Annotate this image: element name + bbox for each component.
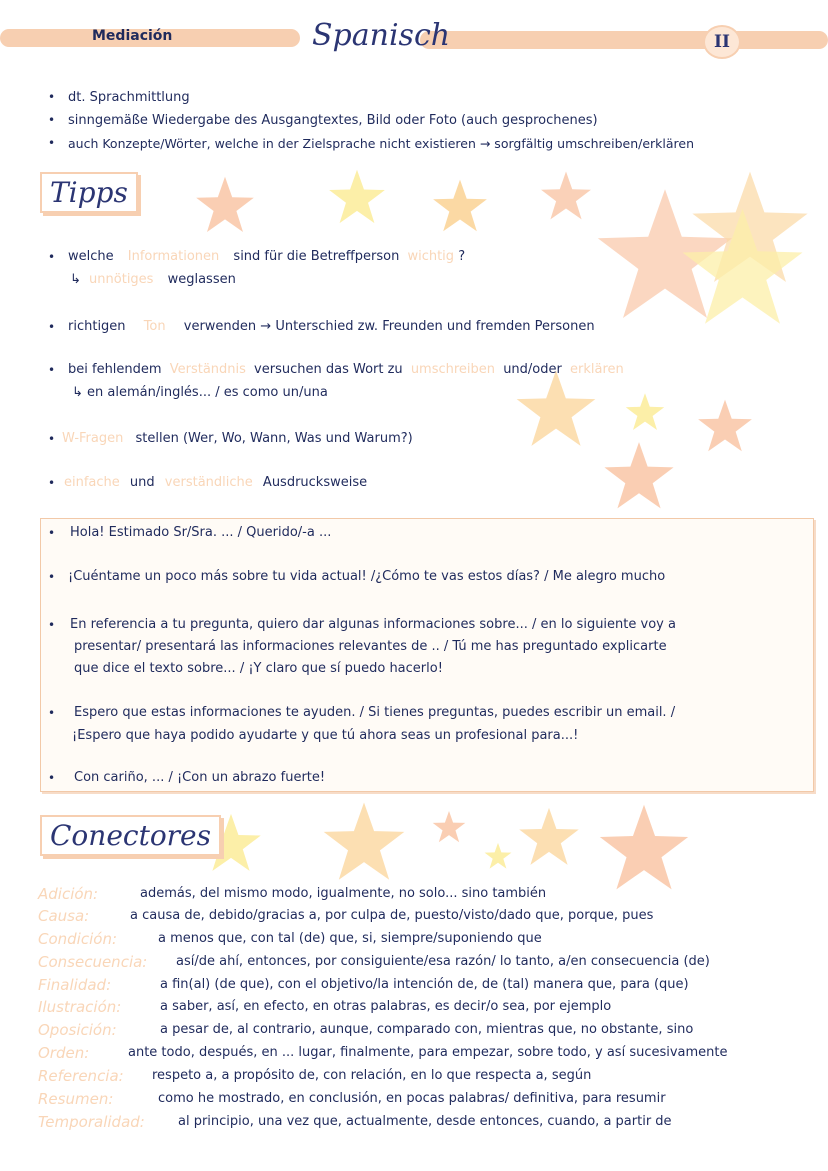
- phrase-reference: presentar/ presentará las informaciones relevantes de .. / Tú me has preguntado explicarte: [74, 639, 667, 654]
- tip-relevant-info-sub: ↳ unnötiges weglassen: [70, 272, 236, 287]
- star-icon: [515, 368, 597, 450]
- intro-item: sinngemäße Wiedergabe des Ausgangtextes, Bild oder Foto (auch gesprochenes): [68, 113, 598, 128]
- phrase-reference: En referencia a tu pregunta, quiero dar algunas informaciones sobre... / en lo siguiente voy a: [70, 617, 676, 632]
- connector-list: al principio, una vez que, actualmente, desde entonces, cuando, a partir de: [178, 1114, 672, 1129]
- connector-list: a causa de, debido/gracias a, por culpa de, puesto/visto/dado que, porque, pues: [130, 908, 654, 923]
- bullet-dot: •: [48, 570, 56, 584]
- star-icon: [195, 175, 255, 235]
- star-icon: [598, 802, 690, 894]
- star-icon: [432, 178, 488, 234]
- connector-list: así/de ahí, entonces, por consiguiente/esa razón/ lo tanto, a/en consecuencia (de): [176, 954, 710, 969]
- star-icon: [697, 398, 753, 454]
- bullet-dot: •: [48, 526, 56, 540]
- star-icon: [603, 440, 675, 512]
- star-icon: [328, 168, 386, 226]
- connector-label: Causa:: [38, 907, 90, 925]
- star-icon: [432, 810, 466, 844]
- intro-item: auch Konzepte/Wörter, welche in der Zielsprache nicht existieren → sorgfältig umschreiben/erklären: [68, 136, 695, 151]
- connector-label: Consecuencia:: [38, 953, 148, 971]
- connector-list: como he mostrado, en conclusión, en pocas palabras/ definitiva, para resumir: [158, 1091, 666, 1106]
- bullet-dot: •: [48, 706, 56, 720]
- connector-label: Condición:: [38, 930, 117, 948]
- connector-label: Resumen:: [38, 1090, 114, 1108]
- bullet-dot: •: [48, 113, 56, 127]
- tip-simple-expression: einfache und verständliche Ausdrucksweise: [64, 475, 368, 490]
- star-icon: [540, 170, 592, 222]
- phrase-farewell: Con cariño, ... / ¡Con un abrazo fuerte!: [74, 770, 326, 785]
- bullet-dot: •: [48, 320, 56, 334]
- connector-label: Temporalidad:: [38, 1113, 145, 1131]
- tip-relevant-info: welche Informationen sind für die Betreffperson wichtig ?: [68, 249, 466, 264]
- phrase-reference: que dice el texto sobre... / ¡Y claro que sí puedo hacerlo!: [74, 661, 443, 676]
- connector-list: a saber, así, en efecto, en otras palabras, es decir/o sea, por ejemplo: [160, 999, 612, 1014]
- star-icon: [625, 392, 665, 432]
- connector-label: Orden:: [38, 1044, 90, 1062]
- connector-list: a fin(al) (de que), con el objetivo/la intención de, de (tal) manera que, para (que): [160, 977, 689, 992]
- phrase-closing-hope: Espero que estas informaciones te ayuden. / Si tienes preguntas, puedes escribir un email. /: [74, 705, 676, 720]
- connector-list: ante todo, después, en ... lugar, finalmente, para empezar, sobre todo, y así sucesivamente: [128, 1045, 728, 1060]
- connector-list: a menos que, con tal (de) que, si, siempre/suponiendo que: [158, 931, 542, 946]
- intro-item: dt. Sprachmittlung: [68, 90, 190, 105]
- phrases-box: [40, 518, 814, 792]
- connector-label: Oposición:: [38, 1021, 117, 1039]
- page-title: Spanisch: [312, 18, 451, 53]
- bullet-dot: •: [48, 618, 56, 632]
- tip-tone: richtigen Ton verwenden → Unterschied zw. Freunden und fremden Personen: [68, 319, 595, 334]
- tip-understanding-sub: ↳ en alemán/inglés... / es como un/una: [72, 385, 328, 400]
- bullet-dot: •: [48, 476, 56, 490]
- bullet-dot: •: [48, 432, 56, 446]
- star-icon: [680, 205, 805, 330]
- connector-label: Adición:: [38, 885, 99, 903]
- page-number-badge: II: [703, 25, 741, 59]
- header-label: Mediación: [92, 28, 173, 44]
- connector-list: además, del mismo modo, igualmente, no solo... sino también: [140, 886, 547, 901]
- phrase-ask-life: ¡Cuéntame un poco más sobre tu vida actual! /¿Cómo te vas estos días? / Me alegro mucho: [68, 569, 666, 584]
- bullet-dot: •: [48, 136, 56, 150]
- bullet-dot: •: [48, 250, 56, 264]
- bullet-dot: •: [48, 363, 56, 377]
- phrase-closing-hope: ¡Espero que haya podido ayudarte y que tú ahora seas un profesional para...!: [72, 728, 579, 743]
- header-bar-right: [420, 31, 828, 49]
- star-icon: [518, 806, 580, 868]
- bullet-dot: •: [48, 90, 56, 104]
- tipps-heading: Tipps: [40, 172, 138, 213]
- connector-label: Finalidad:: [38, 976, 112, 994]
- connector-list: respeto a, a propósito de, con relación, en lo que respecta a, según: [152, 1068, 592, 1083]
- connector-label: Referencia:: [38, 1067, 124, 1085]
- tip-w-questions: W-Fragen stellen (Wer, Wo, Wann, Was und Warum?): [62, 431, 413, 446]
- connector-label: Ilustración:: [38, 998, 122, 1016]
- star-icon: [484, 842, 512, 870]
- phrase-greeting: Hola! Estimado Sr/Sra. ... / Querido/-a ...: [70, 525, 332, 540]
- conectores-heading: Conectores: [40, 815, 221, 856]
- tip-understanding: bei fehlendem Verständnis versuchen das Wort zu umschreiben und/oder erklären: [68, 362, 624, 377]
- star-icon: [322, 800, 406, 884]
- connector-list: a pesar de, al contrario, aunque, comparado con, mientras que, no obstante, sino: [160, 1022, 694, 1037]
- bullet-dot: •: [48, 771, 56, 785]
